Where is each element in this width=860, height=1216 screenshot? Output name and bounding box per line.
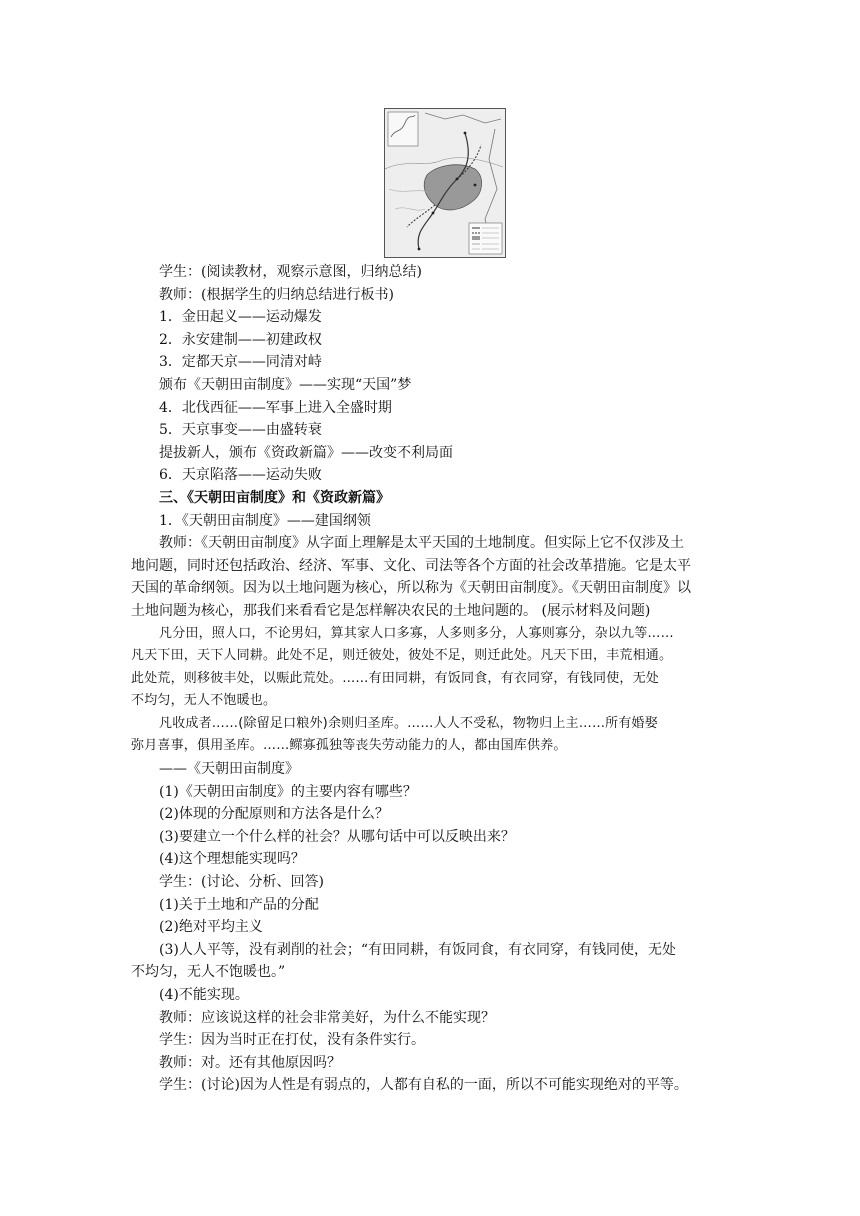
text-line: (3)人人平等，没有剥削的社会；“有田同耕，有饭同食，有衣同穿，有钱同使，无处 <box>159 941 676 958</box>
text-line: 学生：(讨论)因为人性是有弱点的，人都有自私的一面，所以不可能实现绝对的平等。 <box>159 1077 688 1094</box>
text-line: 地问题，同时还包括政治、经济、军事、文化、司法等各个方面的社会改革措施。它是太平 <box>131 557 691 574</box>
text-line: 2．永安建制——初建政权 <box>159 331 322 348</box>
text-line: 三、《天朝田亩制度》和《资政新篇》 <box>159 489 390 506</box>
text-line: 5．天京事变——由盛转衰 <box>159 422 322 439</box>
text-line: 1．金田起义——运动爆发 <box>159 309 322 326</box>
text-line: 不均匀，无人不饱暖也。” <box>131 964 286 981</box>
text-line: ——《天朝田亩制度》 <box>159 761 299 778</box>
text-line: (3)要建立一个什么样的社会？从哪句话中可以反映出来？ <box>159 828 515 845</box>
document-body <box>131 261 735 1097</box>
text-line: 凡分田，照人口，不论男妇，算其家人口多寡，人多则多分，人寡则寡分，杂以九等…… <box>159 625 674 641</box>
text-line: 学生：因为当时正在打仗，没有条件实行。 <box>159 1032 425 1049</box>
map-drawing <box>385 109 505 257</box>
text-line: (4)不能实现。 <box>159 987 249 1003</box>
historical-map-figure <box>384 108 506 258</box>
text-line: 教师：《天朝田亩制度》从字面上理解是太平天国的土地制度。但实际上它不仅涉及土 <box>159 535 684 552</box>
text-line: (4)这个理想能实现吗？ <box>159 851 305 868</box>
text-line: 颁布《天朝田亩制度》——实现“天国”梦 <box>159 376 412 393</box>
text-line: 4．北伐西征——军事上进入全盛时期 <box>159 399 392 416</box>
text-line: 教师：(根据学生的归纳总结进行板书) <box>159 286 394 303</box>
text-line: 3．定都天京——同清对峙 <box>159 354 322 371</box>
text-line: (2)绝对平均主义 <box>159 919 263 936</box>
text-line: (2)体现的分配原则和方法各是什么？ <box>159 806 389 823</box>
text-line: 不均匀，无人不饱暖也。 <box>131 693 277 709</box>
text-line: 此处荒，则移彼丰处，以赈此荒处。……有田同耕，有饭同食，有衣同穿，有钱同使，无处 <box>131 670 660 686</box>
text-line: 教师：对。还有其他原因吗？ <box>159 1054 341 1071</box>
text-line: 1．《天朝田亩制度》——建国纲领 <box>159 512 371 529</box>
text-line: 凡天下田，天下人同耕。此处不足，则迁彼处，彼处不足，则迁此处。凡天下田，丰荒相通。 <box>131 648 673 664</box>
text-line: 学生：(讨论、分析、回答) <box>159 874 324 891</box>
text-line: 凡收成者……(除留足口粮外)余则归圣库。……人人不受私，物物归上主……所有婚娶 <box>159 715 658 731</box>
text-line: 6．天京陷落——运动失败 <box>159 467 322 484</box>
text-line: (1)关于土地和产品的分配 <box>159 896 319 913</box>
text-line: 天国的革命纲领。因为以土地问题为核心，所以称为《天朝田亩制度》。《天朝田亩制度》以 <box>131 580 691 597</box>
text-line: 土地问题为核心，那我们来看看它是怎样解决农民的土地问题的。 (展示材料及问题) <box>131 602 651 619</box>
text-line: 提拔新人，颁布《资政新篇》——改变不利局面 <box>159 444 453 461</box>
text-line: 弥月喜事，俱用圣库。……鳏寡孤独等丧失劳动能力的人，都由国库供养。 <box>131 738 567 754</box>
text-line: 学生：(阅读教材，观察示意图，归纳总结) <box>159 264 422 280</box>
text-line: (1)《天朝田亩制度》的主要内容有哪些？ <box>159 783 417 800</box>
text-line: 教师：应该说这样的社会非常美好，为什么不能实现？ <box>159 1009 495 1026</box>
